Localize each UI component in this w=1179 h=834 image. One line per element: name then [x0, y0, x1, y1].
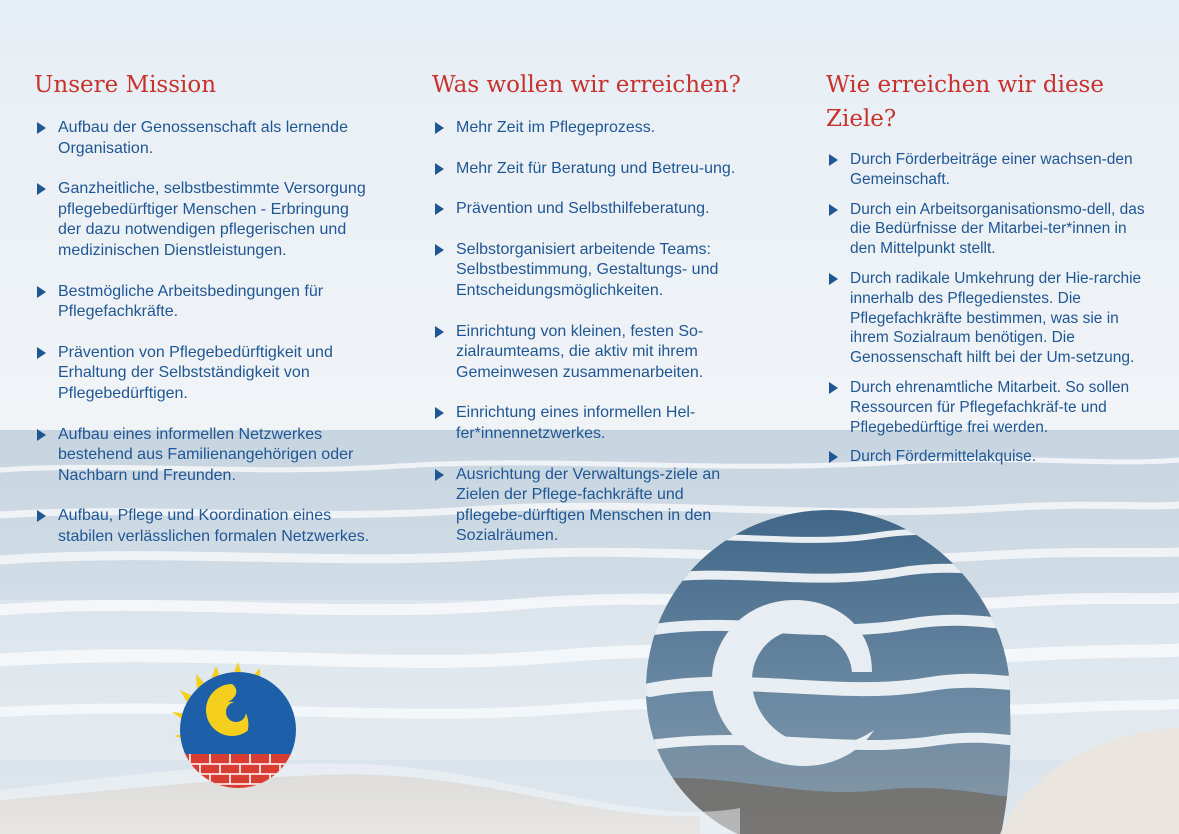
approach-title: Wie erreichen wir diese Ziele? [826, 72, 1104, 132]
list-item: Ganzheitliche, selbstbestimmte Versorgung pflegebedürftiger Menschen - Erbringung der dazu notwendigen pflegerischen und medizinischen Dienstleistungen. [34, 179, 374, 261]
list-item: Prävention und Selbsthilfeberatung. [432, 199, 752, 220]
list-item: Bestmögliche Arbeitsbedingungen für Pflegefachkräfte. [34, 282, 374, 323]
goals-title: Was wollen wir erreichen? [432, 72, 741, 98]
list-item: Einrichtung eines informellen Hel-fer*innennetzwerkes. [432, 403, 752, 444]
list-item: Prävention von Pflegebedürftigkeit und Erhaltung der Selbstständigkeit von Pflegebedürftigen. [34, 343, 374, 405]
list-item: Mehr Zeit für Beratung und Betreu-ung. [432, 159, 752, 180]
list-item: Durch Fördermittelakquise. [826, 447, 1156, 467]
list-item: Mehr Zeit im Pflegeprozess. [432, 118, 752, 139]
list-item: Aufbau, Pflege und Koordination eines stabilen verlässlichen formalen Netzwerkes. [34, 506, 374, 547]
list-item: Einrichtung von kleinen, festen So-zialraumteams, die aktiv mit ihrem Gemeinwesen zusammenarbeiten. [432, 322, 752, 384]
list-item: Aufbau eines informellen Netzwerkes bestehend aus Familienangehörigen oder Nachbarn und Freunden. [34, 425, 374, 487]
list-item: Durch ehrenamtliche Mitarbeit. So sollen Ressourcen für Pflegefachkräf-te und Pflegebedürftige frei werden. [826, 378, 1156, 437]
list-item: Durch ein Arbeitsorganisationsmo-dell, das die Bedürfnisse der Mitarbei-ter*innen in den Mittelpunkt stellt. [826, 200, 1156, 259]
goals-list [432, 118, 752, 567]
list-item: Ausrichtung der Verwaltungs-ziele an Zielen der Pflege-fachkräfte und pflegebe-dürftigen Menschen in den Sozialräumen. [432, 465, 752, 547]
sun-wave-logo [168, 660, 300, 792]
mission-list [34, 118, 374, 568]
approach-list [826, 150, 1156, 477]
list-item: Durch Förderbeiträge einer wachsen-den Gemeinschaft. [826, 150, 1156, 190]
list-item: Durch radikale Umkehrung der Hie-rarchie innerhalb des Pflegedienstes. Die Pflegefachkräfte bestimmen, was sie in ihrem Sozialraum benötigen. Die Genossenschaft hilft bei der Um-setzung. [826, 269, 1156, 368]
list-item: Aufbau der Genossenschaft als lernende Organisation. [34, 118, 374, 159]
mission-title: Unsere Mission [34, 72, 217, 98]
list-item: Selbstorganisiert arbeitende Teams: Selbstbestimmung, Gestaltungs- und Entscheidungsmöglichkeiten. [432, 240, 752, 302]
